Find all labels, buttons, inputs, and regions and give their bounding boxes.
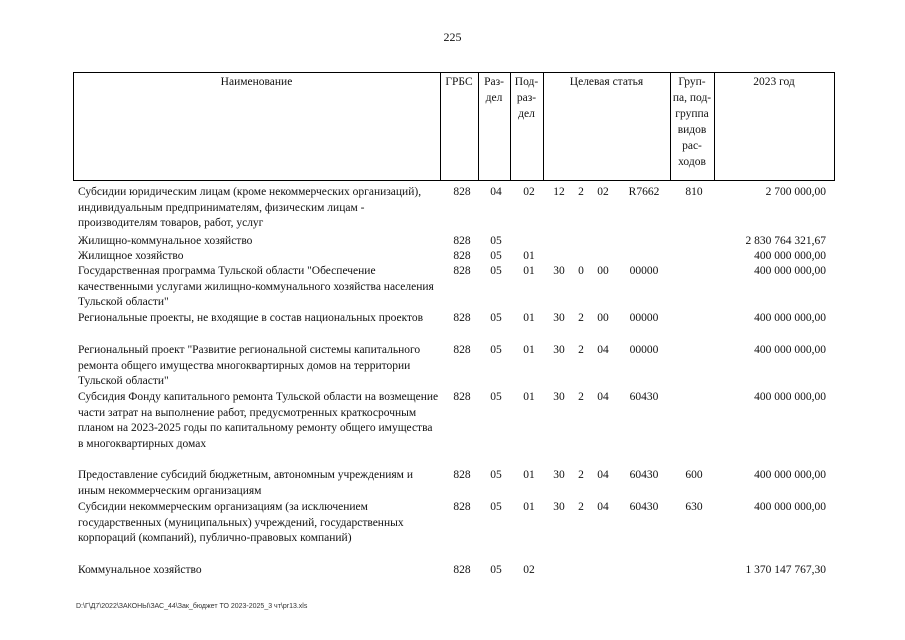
cell-amount: 1 370 147 767,30 (745, 564, 826, 576)
cell-name: Субсидия Фонду капитального ремонта Тульской области на возмещение части затрат на выполнение работ, предусмотренных краткосрочным планом на 2023-2025 годы по капитальному ремонту общего имущества в многоквартирных домах (78, 391, 439, 450)
cell-cs4: R7662 (628, 186, 660, 198)
cell-grbs: 828 (453, 391, 471, 403)
cell-cs1: 30 (553, 344, 565, 356)
cell-amount: 400 000 000,00 (754, 312, 826, 324)
cell-cs1: 12 (553, 186, 565, 198)
cell-podrazdel: 01 (523, 469, 535, 481)
cell-cs2: 2 (578, 344, 584, 356)
cell-cs1: 30 (553, 501, 565, 513)
cell-cs4: 00000 (629, 312, 659, 324)
cell-name: Региональный проект "Развитие региональной системы капитального ремонта общего имущества многоквартирных домов на территории Тульской области" (78, 344, 421, 387)
cell-amount: 400 000 000,00 (754, 265, 826, 277)
cell-cs1: 30 (553, 469, 565, 481)
cell-cs1: 30 (553, 265, 565, 277)
cell-podrazdel: 01 (523, 250, 535, 262)
cell-name: Коммунальное хозяйство (78, 564, 202, 576)
cell-podrazdel: 01 (523, 265, 535, 277)
cell-grbs: 828 (453, 469, 471, 481)
cell-cs2: 2 (578, 391, 584, 403)
cell-vr: 630 (685, 501, 703, 513)
cell-razdel: 05 (490, 391, 502, 403)
cell-grbs: 828 (453, 501, 471, 513)
cell-name: Региональные проекты, не входящие в состав национальных проектов (78, 312, 424, 324)
header-podrazdel: Под- раз- дел (514, 76, 539, 120)
cell-amount: 400 000 000,00 (754, 250, 826, 262)
cell-razdel: 05 (490, 235, 502, 247)
table-header (73, 72, 835, 181)
header-razdel: Раз- дел (484, 76, 504, 104)
cell-cs2: 2 (578, 469, 584, 481)
cell-amount: 400 000 000,00 (754, 469, 826, 481)
cell-name: Жилищное хозяйство (78, 250, 184, 262)
cell-cs3: 00 (597, 312, 609, 324)
cell-razdel: 05 (490, 469, 502, 481)
header-year: 2023 год (753, 76, 795, 88)
cell-grbs: 828 (453, 564, 471, 576)
cell-name: Субсидии некоммерческим организациям (за исключением государственных (муниципальных) учреждений, государственных корпораций (компаний), публично-правовых компаний) (78, 501, 404, 544)
cell-cs4: 60430 (629, 391, 659, 403)
cell-cs3: 02 (597, 186, 609, 198)
cell-cs1: 30 (553, 391, 565, 403)
cell-name: Предоставление субсидий бюджетным, автономным учреждениям и иным некоммерческим организациям (78, 469, 413, 497)
cell-amount: 400 000 000,00 (754, 391, 826, 403)
cell-razdel: 05 (490, 344, 502, 356)
cell-podrazdel: 01 (523, 344, 535, 356)
cell-grbs: 828 (453, 312, 471, 324)
cell-cs2: 0 (578, 265, 584, 277)
cell-podrazdel: 02 (523, 186, 535, 198)
cell-grbs: 828 (453, 265, 471, 277)
cell-cs4: 60430 (629, 469, 659, 481)
cell-cs3: 00 (597, 265, 609, 277)
cell-razdel: 04 (490, 186, 502, 198)
cell-name: Жилищно-коммунальное хозяйство (78, 235, 253, 247)
cell-cs4: 60430 (629, 501, 659, 513)
cell-amount: 2 830 764 321,67 (745, 235, 826, 247)
cell-cs3: 04 (597, 469, 609, 481)
cell-podrazdel: 01 (523, 312, 535, 324)
col-divider (834, 72, 835, 181)
cell-podrazdel: 02 (523, 564, 535, 576)
header-top-rule (73, 72, 835, 73)
cell-cs1: 30 (553, 312, 565, 324)
cell-name: Субсидии юридическим лицам (кроме некоммерческих организаций), индивидуальным предпринимателям, физическим лицам - производителям товаров, работ, услуг (78, 186, 422, 229)
cell-grbs: 828 (453, 250, 471, 262)
header-target-article: Целевая статья (569, 76, 644, 88)
cell-razdel: 05 (490, 564, 502, 576)
cell-amount: 400 000 000,00 (754, 501, 826, 513)
cell-amount: 2 700 000,00 (765, 186, 826, 198)
cell-cs2: 2 (578, 312, 584, 324)
cell-vr: 810 (685, 186, 703, 198)
cell-podrazdel: 01 (523, 391, 535, 403)
cell-cs3: 04 (597, 391, 609, 403)
cell-grbs: 828 (453, 235, 471, 247)
cell-razdel: 05 (490, 312, 502, 324)
header-name: Наименование (220, 76, 293, 88)
page-number: 225 (443, 30, 462, 44)
cell-name: Государственная программа Тульской области "Обеспечение качественными услугами жилищно-коммунального хозяйства населения Тульской области" (78, 265, 434, 308)
file-path-footer: D:\Г\Д7\2022\ЗАКОНЫ\ЗАС_44\Зак_бюджет ТО 2023-2025_3 чт\pr13.xls (76, 603, 308, 610)
cell-razdel: 05 (490, 265, 502, 277)
header-bottom-rule (73, 180, 835, 181)
cell-grbs: 828 (453, 344, 471, 356)
cell-cs4: 00000 (629, 344, 659, 356)
cell-podrazdel: 01 (523, 501, 535, 513)
cell-cs2: 2 (578, 501, 584, 513)
cell-amount: 400 000 000,00 (754, 344, 826, 356)
cell-vr: 600 (685, 469, 703, 481)
header-expense-group: Груп- па, под- группа видов рас- ходов (672, 76, 712, 168)
cell-grbs: 828 (453, 186, 471, 198)
cell-razdel: 05 (490, 501, 502, 513)
cell-cs4: 00000 (629, 265, 659, 277)
header-grbs: ГРБС (445, 76, 473, 88)
cell-razdel: 05 (490, 250, 502, 262)
cell-cs3: 04 (597, 501, 609, 513)
cell-cs3: 04 (597, 344, 609, 356)
cell-cs2: 2 (578, 186, 584, 198)
